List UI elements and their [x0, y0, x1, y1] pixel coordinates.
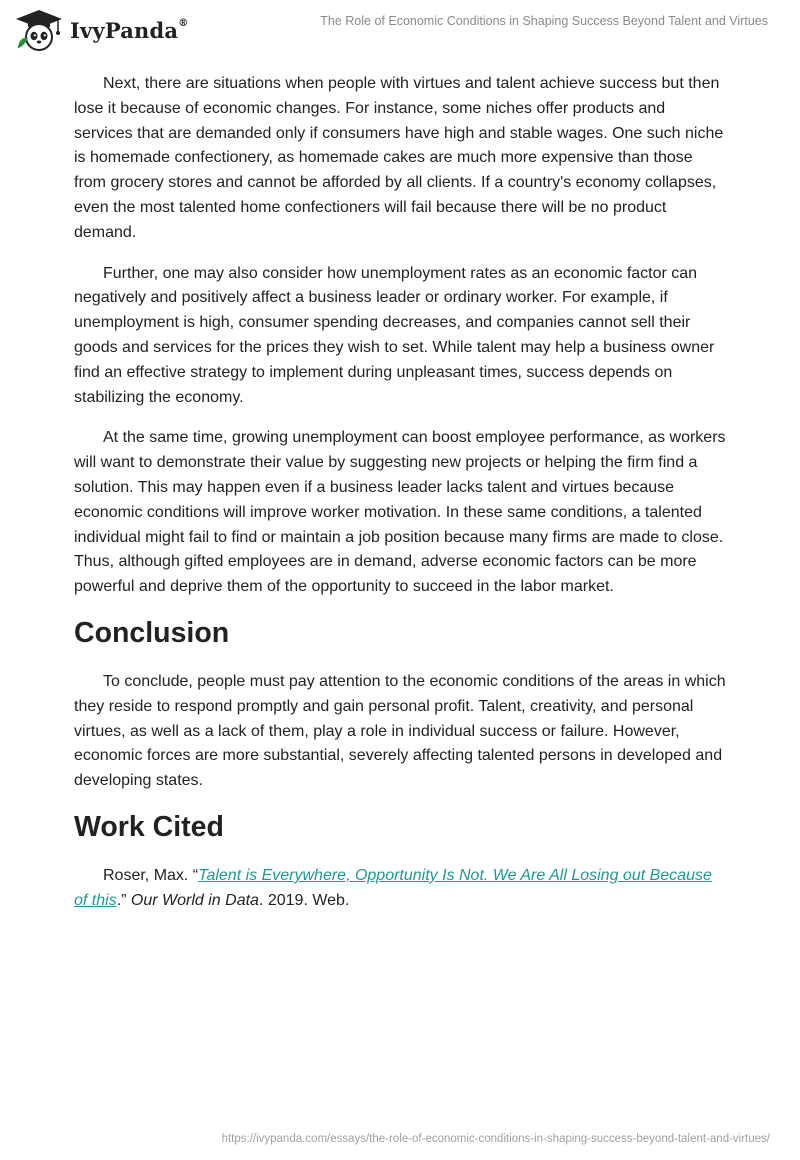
conclusion-paragraph: To conclude, people must pay attention to the economic conditions of the areas in which they reside to respond promptly and gain personal profit. Talent, creativity, and personal virtues, as well as a lack of them, play a role in individual success or failure. However, economic forces are more substantial, severely affecting talented persons in developed and developing states. [74, 672, 726, 790]
page-source-url[interactable]: https://ivypanda.com/essays/the-role-of-economic-conditions-in-shaping-success-beyond-talent-and-virtues/ [221, 1133, 770, 1145]
citation-publication: Our World in Data [130, 891, 259, 909]
panda-graduate-icon [14, 8, 64, 52]
essay-content [74, 72, 726, 930]
brand-name: IvyPanda® [70, 17, 189, 43]
page-header [0, 0, 800, 60]
document-title: The Role of Economic Conditions in Shaping Success Beyond Talent and Virtues [320, 14, 768, 28]
ivypanda-logo[interactable] [14, 8, 188, 52]
citation-author: Roser, Max. “ [103, 866, 199, 884]
body-paragraph-1: Next, there are situations when people with virtues and talent achieve success but then lose it because of economic changes. For instance, some niches offer products and services that are demanded only if consumers have high and stable wages. One such niche is homemade confectionery, as homemade cakes are much more expensive than those from grocery stores and cannot be afforded by all clients. If a country's economy collapses, even the most talented home confectioners will fail because there will be no product demand. [74, 75, 724, 241]
citation-after-title: .” [116, 891, 131, 909]
conclusion-heading: Conclusion [74, 616, 230, 649]
body-paragraph-3: At the same time, growing unemployment can boost employee performance, as workers will want to demonstrate their value by suggesting new projects or helping the firm find a solution. This may happen even if a business leader lacks talent and virtues because economic conditions will improve worker motivation. In these same conditions, a talented individual might fail to find or maintain a job position because many firms are made to close. Thus, although gifted employees are in demand, adverse economic factors can be more powerful and deprive them of the opportunity to succeed in the labor market. [74, 429, 726, 596]
works-cited-heading: Work Cited [74, 810, 224, 843]
body-paragraph-2: Further, one may also consider how unemployment rates as an economic factor can negatively and positively affect a business leader or ordinary worker. For example, if unemployment is high, consumer spending decreases, and companies cannot sell their goods and services for the prices they wish to set. While talent may help a business owner find an effective strategy to implement during unpleasant times, success depends on stabilizing the economy. [74, 264, 715, 406]
citation-entry [74, 864, 726, 914]
citation-tail: . 2019. Web. [258, 891, 350, 909]
citation-title-link[interactable]: Talent is Everywhere, Opportunity Is Not. We Are All Losing out Because of this [74, 866, 712, 909]
